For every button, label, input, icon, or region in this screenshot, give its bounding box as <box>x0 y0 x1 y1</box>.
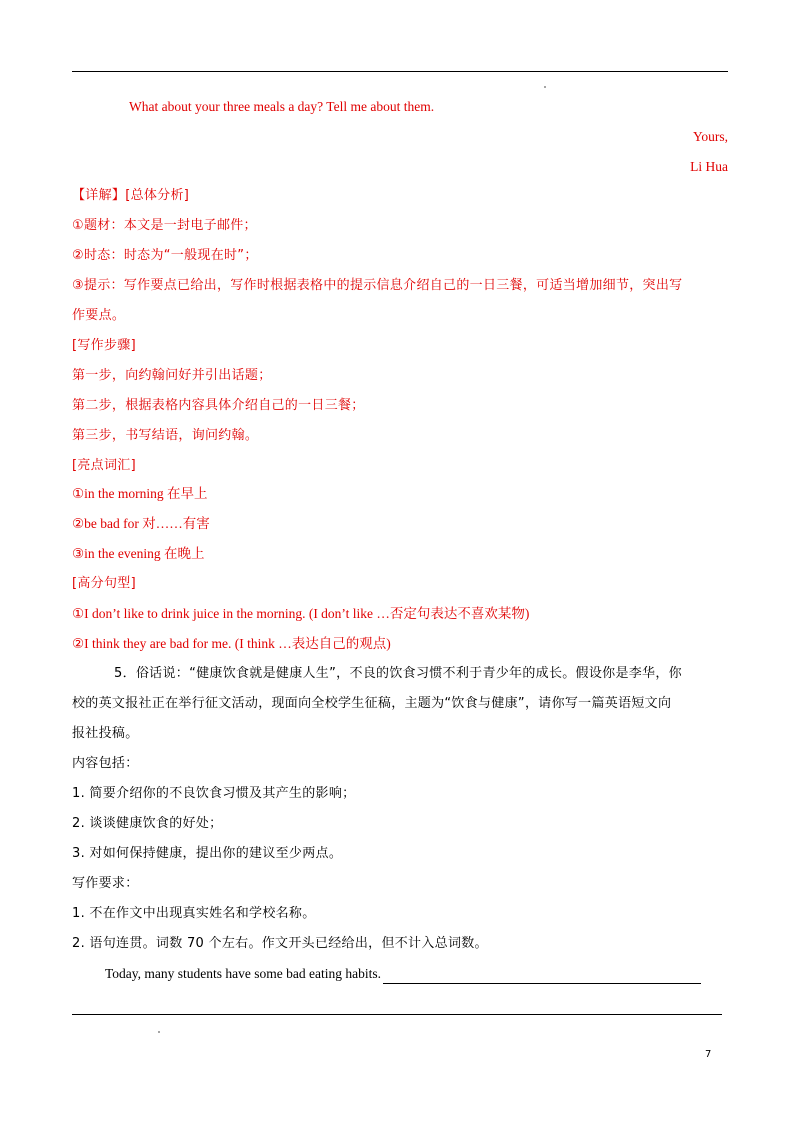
content-header: 内容包括： <box>72 756 139 771</box>
question-prompt-line: 报社投稿。 <box>72 726 139 741</box>
vocab-item: ②be bad for 对……有害 <box>72 516 210 531</box>
step-item: 第一步，向约翰问好并引出话题； <box>72 368 272 383</box>
vocab-header: [亮点词汇] <box>72 458 136 473</box>
step-item: 第二步，根据表格内容具体介绍自己的一日三餐； <box>72 398 365 413</box>
sentence-item: ①I don’t like to drink juice in the morning. (I don’t like …否定句表达不喜欢某物) <box>72 606 530 621</box>
question-prompt-line: 5．俗话说：“健康饮食就是健康人生”，不良的饮食习惯不利于青少年的成长。假设你是李华，你 <box>114 666 682 681</box>
letter-sign-off: Yours, <box>692 129 728 144</box>
analysis-header: 【详解】[总体分析] <box>72 188 190 203</box>
content-item: 3. 对如何保持健康，提出你的建议至少两点。 <box>72 846 343 861</box>
essay-opening: Today, many students have some bad eating habits. <box>105 966 381 981</box>
answer-line <box>72 1014 722 1015</box>
requirement-item: 1. 不在作文中出现真实姓名和学校名称。 <box>72 906 316 921</box>
sentences-header: [高分句型] <box>72 576 136 591</box>
requirements-header: 写作要求： <box>72 876 139 891</box>
analysis-item: ①题材：本文是一封电子邮件； <box>72 218 257 233</box>
question-prompt-line: 校的英文报社正在举行征文活动，现面向全校学生征稿，主题为“饮食与健康”，请你写一篇英语短文向 <box>72 696 672 711</box>
step-item: 第三步，书写结语，询问约翰。 <box>72 428 259 443</box>
vocab-item: ③in the evening 在晚上 <box>72 546 205 561</box>
analysis-item: ③提示：写作要点已给出，写作时根据表格中的提示信息介绍自己的一日三餐，可适当增加细节，突出写 <box>72 278 683 293</box>
letter-closing-question: What about your three meals a day? Tell me about them. <box>129 99 435 114</box>
speck <box>544 86 546 88</box>
content-item: 2. 谈谈健康饮食的好处； <box>72 816 223 831</box>
analysis-item: ②时态：时态为“一般现在时”； <box>72 248 258 263</box>
steps-header: [写作步骤] <box>72 338 136 353</box>
vocab-item: ①in the morning 在早上 <box>72 486 208 501</box>
header-rule <box>72 71 728 72</box>
requirement-item: 2. 语句连贯。词数 70 个左右。作文开头已经给出，但不计入总词数。 <box>72 936 488 951</box>
content-item: 1. 简要介绍你的不良饮食习惯及其产生的影响； <box>72 786 356 801</box>
page-number: 7 <box>705 1049 712 1060</box>
analysis-item: 作要点。 <box>72 308 126 323</box>
essay-opening-line <box>105 964 701 984</box>
letter-signature: Li Hua <box>690 159 728 174</box>
answer-blank[interactable] <box>383 969 701 984</box>
speck <box>158 1031 160 1033</box>
sentence-item: ②I think they are bad for me. (I think …表达自己的观点) <box>72 636 391 651</box>
